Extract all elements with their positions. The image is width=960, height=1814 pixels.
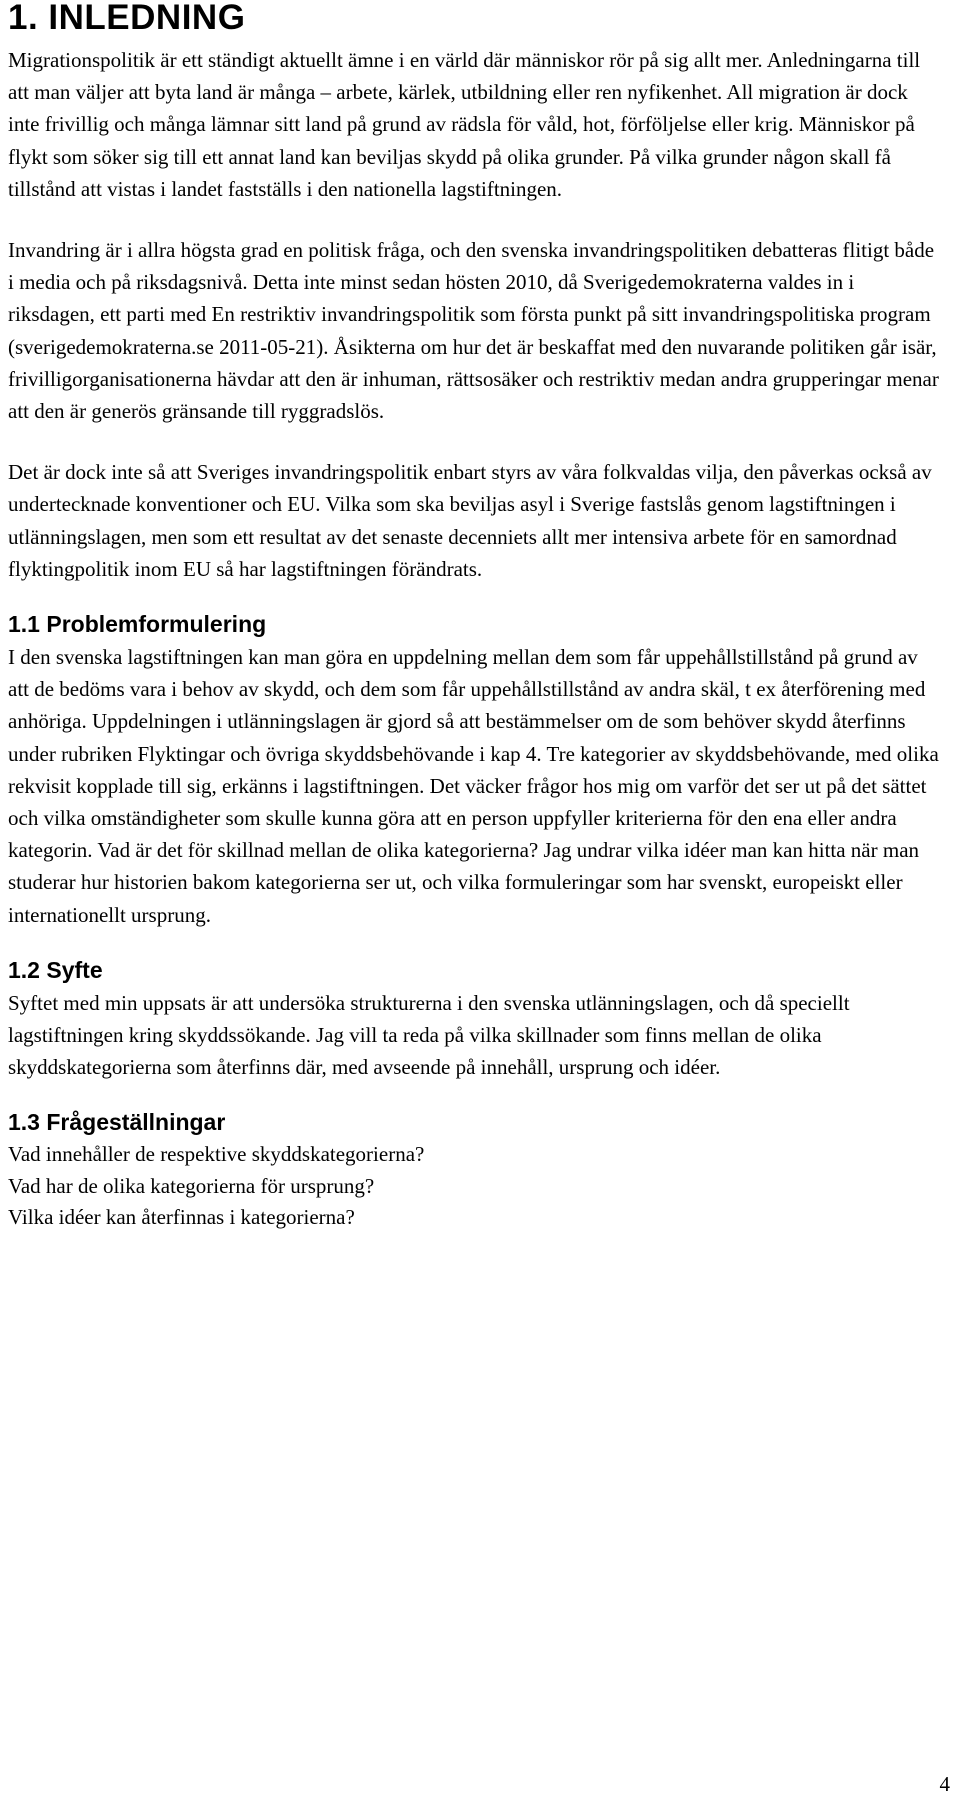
section-heading-syfte: 1.2 Syfte	[8, 956, 103, 983]
paragraph-syfte: Syftet med min uppsats är att undersöka strukturerna i den svenska utlänningslagen, och då speciellt lagstiftningen kring skyddssökande. Jag vill ta reda på vilka skillnader som finns mellan de olika skyddskategorierna som återfinns där, med avseende på innehåll, ursprung och idéer.	[8, 990, 850, 1080]
page-number: 4	[939, 1772, 950, 1796]
paragraph-sveriges-invandringspolitik: Det är dock inte så att Sveriges invandringspolitik enbart styrs av våra folkvaldas vilja, den påverkas också av undertecknade konventioner och EU. Vilka som ska beviljas asyl i Sverige fastslås genom lagstiftningen i utlänningslagen, men som ett resultat av det senaste decenniets allt mer intensiva arbete för en samordnad flyktingpolitik inom EU så har lagstiftningen förändrats.	[8, 460, 932, 581]
paragraph-migration-intro: Migrationspolitik är ett ständigt aktuellt ämne i en värld där människor rör på sig allt mer. Anledningarna till att man väljer att byta land är många – arbete, kärlek, utbildning eller ren nyfikenhet. All migration är dock inte frivillig och många lämnar sitt land på grund av rädsla för våld, hot, förföljelse eller krig. Människor på flykt som söker sig till ett annat land kan beviljas skydd på olika grunder. På vilka grunder någon skall få tillstånd att vistas i landet fastställs i den nationella lagstiftningen.	[8, 48, 921, 201]
question-item: Vad innehåller de respektive skyddskategorierna?	[8, 1142, 425, 1167]
question-item: Vad har de olika kategorierna för ursprung?	[8, 1173, 375, 1198]
question-list	[8, 1139, 943, 1234]
paragraph-invandring-politik: Invandring är i allra högsta grad en politisk fråga, och den svenska invandringspolitiken debatteras flitigt både i media och på riksdagsnivå. Detta inte minst sedan hösten 2010, då Sverigedemokraterna valdes in i riksdagen, ett parti med En restriktiv invandringspolitik som första punkt på sitt invandringspolitiska program (sverigedemokraterna.se 2011-05-21). Åsikterna om hur det är beskaffat med den nuvarande politiken går isär, frivilligorganisationerna hävdar att den är inhuman, rättsosäker och restriktiv medan andra grupperingar menar att den är generös gränsande till ryggradslös.	[8, 238, 939, 424]
section-heading-problemformulering: 1.1 Problemformulering	[8, 611, 267, 638]
paragraph-problemformulering: I den svenska lagstiftningen kan man göra en uppdelning mellan dem som får uppehållstillstånd på grund av att de bedöms vara i behov av skydd, och dem som får uppehållstillstånd av andra skäl, t ex återförening med anhöriga. Uppdelningen i utlänningslagen är gjord så att bestämmelser om de som behöver skydd återfinns under rubriken Flyktingar och övriga skyddsbehövande i kap 4. Tre kategorier av skyddsbehövande, med olika rekvisit kopplade till sig, erkänns i lagstiftningen. Det väcker frågor hos mig om varför det ser ut på det sättet och vilka omständigheter som skulle kunna göra att en person uppfyller kriterierna för den ena eller andra kategorin. Vad är det för skillnad mellan de olika kategorierna? Jag undrar vilka idéer man kan hitta när man studerar hur historien bakom kategorierna ser ut, och vilka formuleringar som har svenskt, europeiskt eller internationellt ursprung.	[8, 645, 939, 927]
section-heading-inledning: 1. INLEDNING	[8, 0, 246, 37]
question-item: Vilka idéer kan återfinnas i kategorierna?	[8, 1205, 355, 1230]
section-heading-fragestallningar: 1.3 Frågeställningar	[8, 1109, 226, 1136]
document-page	[8, 0, 943, 1234]
